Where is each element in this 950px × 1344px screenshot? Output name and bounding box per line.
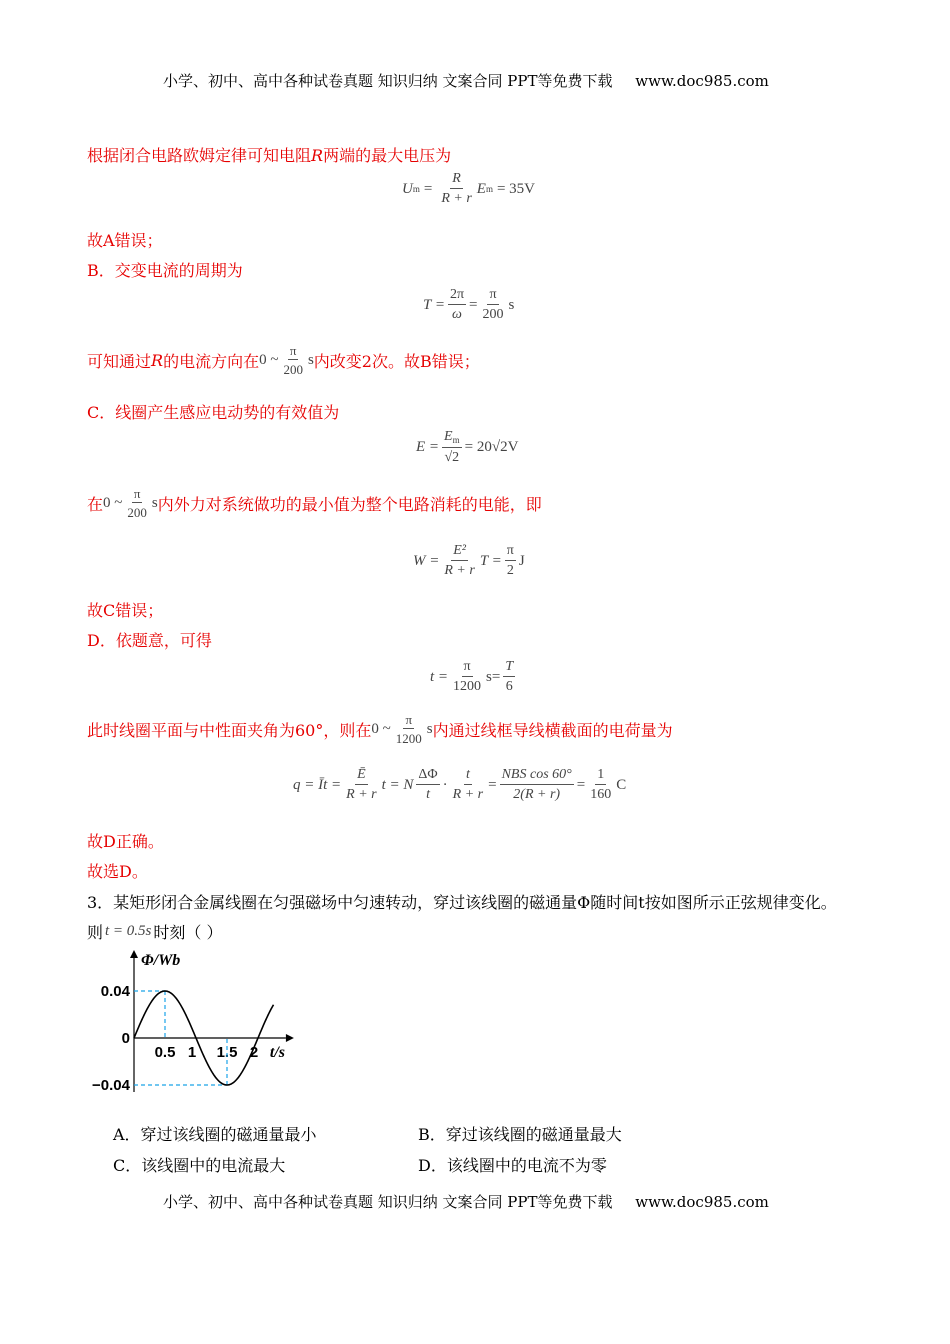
range-start: 0 ~ <box>371 720 391 737</box>
fraction <box>442 544 476 578</box>
inline-range <box>371 713 432 745</box>
eq-lhs: U <box>402 180 413 197</box>
text: 在 <box>87 494 104 514</box>
eq-part: = <box>576 776 586 793</box>
denominator: 1200 <box>453 679 482 694</box>
text: 可知通过 <box>87 351 152 371</box>
b-line <box>87 344 480 376</box>
eq-part: · <box>442 776 448 793</box>
footer-url: www.doc985.com <box>635 1193 769 1211</box>
eq-lhs: T = <box>423 296 445 313</box>
fraction <box>416 768 439 802</box>
fraction <box>125 487 149 519</box>
question-line-2 <box>87 920 223 943</box>
unit: s <box>508 296 515 313</box>
text: 此时线圈平面与中性面夹角为60°，则在 <box>87 720 372 740</box>
numerator: Ē <box>355 768 368 785</box>
inline-range <box>259 344 314 376</box>
y-tick-label: −0.04 <box>92 1077 130 1094</box>
numerator: E <box>444 429 453 444</box>
x-axis-label: t/s <box>269 1044 286 1061</box>
fraction <box>588 768 613 802</box>
range-start: 0 ~ <box>103 494 123 511</box>
eq-part: t = N <box>381 776 414 793</box>
denominator: 1200 <box>395 731 422 746</box>
unit: s <box>151 494 158 511</box>
c-intro: C．线圈产生感应电动势的有效值为 <box>87 403 340 422</box>
eq-lhs: W = <box>413 552 440 569</box>
numerator: ΔΦ <box>416 768 439 785</box>
numerator: π <box>289 343 297 358</box>
x-tick-label: 1 <box>187 1044 197 1061</box>
text: 内通过线框导线横截面的电荷量为 <box>432 720 673 740</box>
denominator: √2 <box>444 450 460 465</box>
header-url: www.doc985.com <box>635 72 769 90</box>
denominator: 160 <box>590 787 612 802</box>
text: 内外力对系统做功的最小值为整个电路消耗的电能，即 <box>157 494 542 514</box>
text: 根据闭合电路欧姆定律可知电阻 <box>87 146 312 165</box>
equals: = <box>469 296 478 313</box>
footer-text: 小学、初中、高中各种试卷真题 知识归纳 文案合同 PPT等免费下载 <box>163 1193 613 1211</box>
eq-lhs: E = <box>416 439 440 455</box>
answer: 故选D。 <box>87 862 148 881</box>
question-line-1: 3．某矩形闭合金属线圈在匀强磁场中匀速转动，穿过该线圈的磁通量Φ随时间t按如图所示正弦规律变化。 <box>87 893 837 912</box>
b-intro: B．交变电流的周期为 <box>87 261 243 280</box>
numerator: π <box>487 288 498 305</box>
c-wrong: 故C错误； <box>87 601 164 620</box>
equation-charge <box>293 768 626 802</box>
denominator: R + r <box>441 191 472 206</box>
equation-um: U m = $\frac{R}{R + r}$ E m = 35V <box>402 171 536 206</box>
flux-chart <box>85 948 315 1110</box>
numerator: NBS cos 60° <box>500 768 574 785</box>
eq-lhs: q = Īt = <box>293 776 342 793</box>
x-tick-label: 0.5 <box>154 1044 176 1061</box>
fraction <box>500 768 574 802</box>
time-value: t = 0.5s <box>105 923 152 939</box>
fraction <box>281 344 305 376</box>
eq-mid: T = <box>479 552 502 569</box>
equation-work <box>413 544 525 578</box>
d-line <box>87 713 673 745</box>
text: 两端的最大电压为 <box>323 146 452 165</box>
eq-mid: E <box>476 180 486 197</box>
eq-lhs: t = <box>430 668 449 685</box>
y-axis-label: Φ/Wb <box>141 952 181 969</box>
y-axis-arrow <box>130 950 138 958</box>
fraction <box>439 172 473 206</box>
numerator: 2π <box>448 288 466 305</box>
x-axis-arrow <box>286 1034 294 1042</box>
c-line <box>87 487 542 519</box>
eq-rhs: = 35V <box>496 180 536 197</box>
numerator: π <box>505 544 516 561</box>
numerator: E² <box>451 544 468 561</box>
equation-period <box>423 288 514 322</box>
fraction <box>344 768 378 802</box>
y-tick-label: 0 <box>121 1030 130 1047</box>
unit: s <box>307 351 314 368</box>
numerator: R <box>450 172 463 189</box>
fraction <box>503 660 515 694</box>
fraction <box>451 768 485 802</box>
unit: C <box>616 776 627 793</box>
equation-time <box>430 660 518 694</box>
equation-effective <box>416 430 518 465</box>
a-wrong: 故A错误； <box>87 231 163 250</box>
numerator: 1 <box>595 768 606 785</box>
y-tick-label: 0.04 <box>100 983 130 1000</box>
fraction <box>448 288 466 322</box>
eq-sub: m <box>452 435 460 445</box>
var-R: R <box>151 350 164 370</box>
var-R: R <box>311 146 324 165</box>
denominator: t <box>426 787 430 802</box>
option-b[interactable]: B．穿过该线圈的磁通量最大 <box>418 1125 622 1144</box>
numerator: π <box>462 660 473 677</box>
eq-part: = <box>488 776 497 793</box>
denominator: 6 <box>505 679 513 694</box>
x-tick-label: 1.5 <box>216 1044 238 1061</box>
fraction <box>505 544 516 578</box>
option-d[interactable]: D．该线圈中的电流不为零 <box>418 1156 607 1175</box>
fraction <box>451 660 483 694</box>
page-header <box>163 70 769 91</box>
option-a[interactable]: A．穿过该线圈的磁通量最小 <box>113 1125 317 1144</box>
header-text: 小学、初中、高中各种试卷真题 知识归纳 文案合同 PPT等免费下载 <box>163 72 613 90</box>
numerator: π <box>405 712 413 727</box>
option-c[interactable]: C．该线圈中的电流最大 <box>113 1156 286 1175</box>
unit: J <box>518 552 525 569</box>
numerator: T <box>503 660 515 677</box>
inline-range <box>103 487 158 519</box>
solution-line-1 <box>87 143 451 166</box>
eq-sub: m <box>412 184 420 194</box>
denominator: 200 <box>127 505 147 520</box>
fraction <box>442 430 462 465</box>
unit: s <box>426 720 433 737</box>
x-tick-label: 2 <box>249 1044 259 1061</box>
denominator: 2 <box>506 563 514 578</box>
eq-rhs: = 20√2V <box>464 439 519 455</box>
text: 时刻（ ） <box>153 923 223 942</box>
denominator: 200 <box>283 362 303 377</box>
fraction <box>394 713 424 745</box>
denominator: ω <box>452 307 462 322</box>
page-footer <box>163 1191 769 1212</box>
denominator: R + r <box>346 787 377 802</box>
denominator: R + r <box>444 563 475 578</box>
denominator: R + r <box>452 787 484 802</box>
text: 则 <box>87 923 104 942</box>
fraction <box>481 288 506 322</box>
text: 内改变2次。故B错误； <box>313 351 480 371</box>
eq-mid: s= <box>486 668 501 685</box>
denominator: 2(R + r) <box>513 787 561 802</box>
range-start: 0 ~ <box>259 351 279 368</box>
d-right: 故D正确。 <box>87 832 164 851</box>
numerator: π <box>133 486 141 501</box>
eq-sub: m <box>485 184 493 194</box>
denominator: 200 <box>482 307 504 322</box>
numerator: t <box>464 768 472 785</box>
text: 的电流方向在 <box>163 351 260 371</box>
d-intro: D．依题意，可得 <box>87 631 212 650</box>
